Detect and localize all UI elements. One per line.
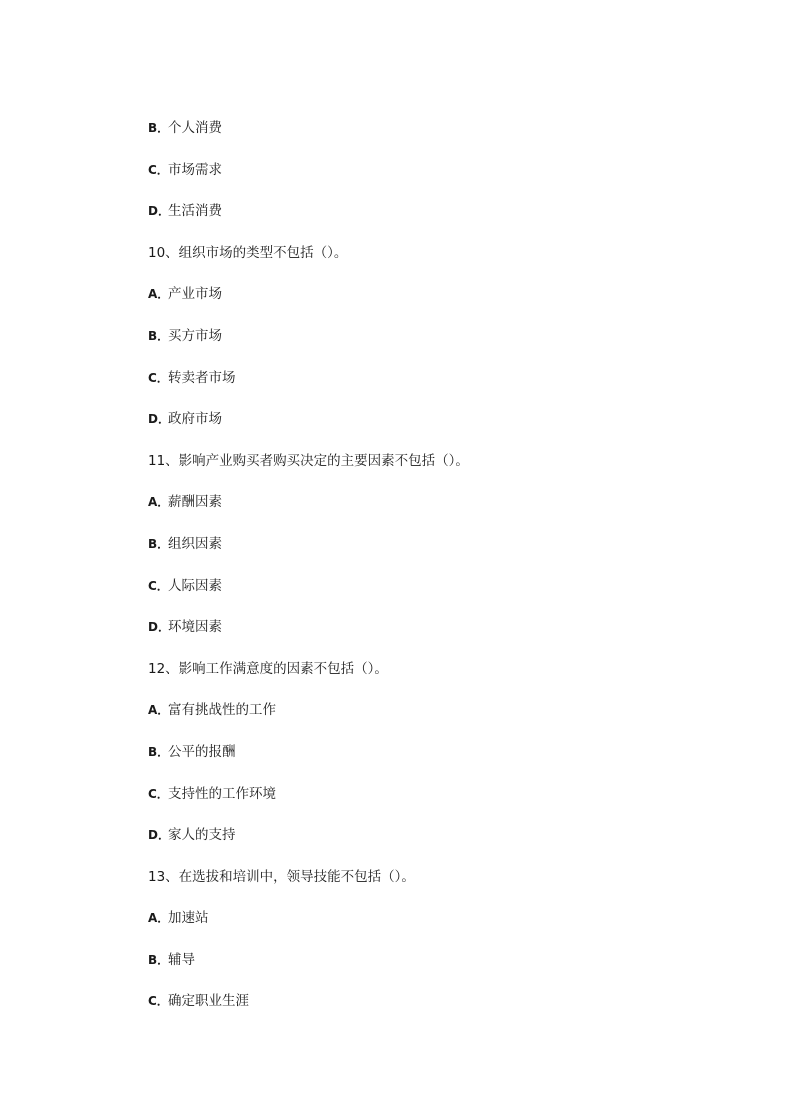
option-letter: D． — [148, 412, 170, 427]
option-b-coaching — [148, 949, 708, 991]
option-letter: B． — [148, 952, 170, 967]
option-letter: C． — [148, 578, 169, 593]
option-letter: B． — [148, 536, 170, 551]
option-b-fair-pay — [148, 741, 708, 783]
option-c-interpersonal-factor — [148, 575, 708, 617]
option-letter: D． — [148, 828, 170, 843]
option-text: 市场需求 — [168, 161, 222, 178]
option-letter: A． — [148, 495, 170, 510]
option-c-reseller-market — [148, 367, 708, 409]
option-c-market-demand — [148, 159, 708, 201]
option-text: 家人的支持 — [168, 827, 236, 844]
option-letter: C． — [148, 786, 169, 801]
option-text: 薪酬因素 — [168, 494, 222, 511]
option-a-acceleration-station — [148, 907, 708, 949]
option-text: 个人消费 — [168, 120, 222, 136]
option-letter: D． — [148, 204, 170, 219]
option-d-environment-factor — [148, 616, 708, 658]
option-d-government-market — [148, 408, 708, 450]
option-b-personal-consumption — [148, 117, 708, 159]
option-text: 生活消费 — [168, 203, 222, 220]
option-b-organization-factor — [148, 533, 708, 575]
option-c-supportive-environment — [148, 783, 708, 825]
option-text: 辅导 — [168, 951, 195, 968]
option-text: 确定职业生涯 — [168, 993, 249, 1010]
option-b-buyer-market — [148, 325, 708, 367]
option-text: 公平的报酬 — [168, 743, 236, 760]
option-a-challenging-work — [148, 699, 708, 741]
option-letter: A． — [148, 911, 170, 926]
option-text: 环境因素 — [168, 619, 222, 636]
option-letter: C． — [148, 994, 169, 1009]
option-text: 买方市场 — [168, 327, 222, 344]
option-letter: B． — [148, 328, 170, 343]
option-text: 组织因素 — [168, 535, 222, 552]
option-letter: D． — [148, 620, 170, 635]
option-d-family-support — [148, 824, 708, 866]
option-text: 转卖者市场 — [168, 369, 236, 386]
option-text: 人际因素 — [168, 577, 222, 594]
option-a-industrial-market — [148, 283, 708, 325]
option-text: 产业市场 — [168, 286, 222, 303]
option-text: 加速站 — [168, 910, 209, 927]
question-12: 12、影响工作满意度的因素不包括（）。 — [148, 660, 388, 677]
option-a-salary-factor — [148, 491, 708, 533]
option-c-career-planning — [148, 990, 708, 1032]
option-text: 支持性的工作环境 — [168, 785, 276, 802]
question-11: 11、影响产业购买者购买决定的主要因素不包括（）。 — [148, 452, 469, 469]
option-text: 政府市场 — [168, 411, 222, 428]
option-text: 富有挑战性的工作 — [168, 702, 276, 719]
option-letter: B． — [148, 121, 170, 135]
question-10: 10、组织市场的类型不包括（）。 — [148, 244, 348, 261]
option-letter: C． — [148, 162, 169, 177]
question-13: 13、在选拔和培训中，领导技能不包括（）。 — [148, 868, 415, 885]
option-letter: A． — [148, 287, 170, 302]
document-body — [148, 117, 708, 1032]
option-letter: C． — [148, 370, 169, 385]
option-letter: A． — [148, 703, 170, 718]
option-letter: B． — [148, 744, 170, 759]
option-d-living-consumption — [148, 200, 708, 242]
